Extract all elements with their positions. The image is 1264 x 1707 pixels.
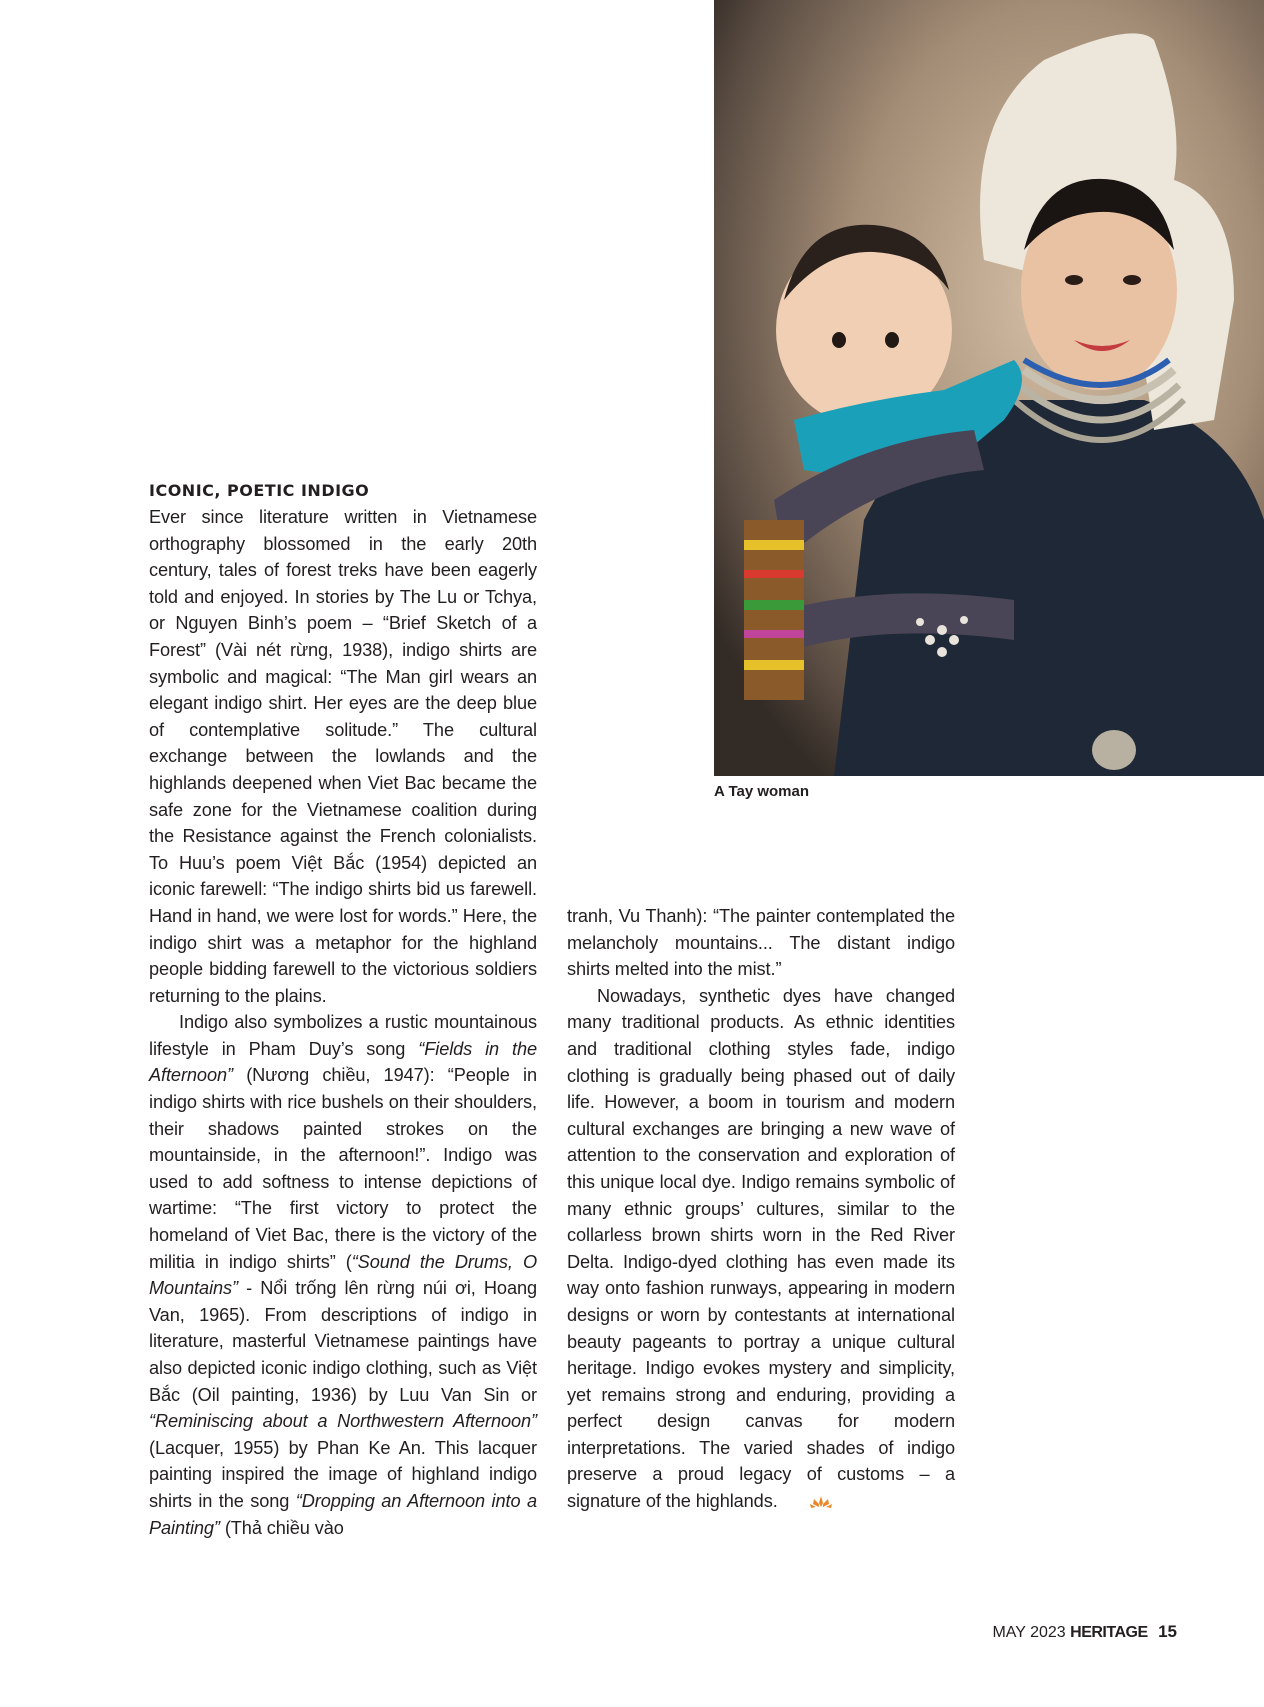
song-title-drums: “Sound the Drums, O Mountains”	[149, 1251, 537, 1299]
page-footer	[992, 1622, 1177, 1642]
song-title-fields: “Fields in the Afternoon”	[149, 1038, 537, 1086]
tay-woman-photo	[714, 0, 1264, 776]
paragraph-2-text-3: - Nổi trống lên rừng núi ơi, Hoang Van, 1965). From descriptions of indigo in literature, masterful Vietnamese paintings have also depicted iconic indigo clothing, such as Việt Bắc (Oil painting, 1936) by Luu Van Sin or	[149, 1278, 537, 1405]
song-title-dropping: “Dropping an Afternoon into a Painting”	[149, 1490, 537, 1538]
paragraph-1: Ever since literature written in Vietnamese orthography blossomed in the early 20th century, tales of forest treks have been eagerly told and enjoyed. In stories by The Lu or Tchya, or Nguyen Binh’s poem – “Brief Sketch of a Forest” (Vài nét rừng, 1938), indigo shirts are symbolic and magical: “The Man girl wears an elegant indigo shirt. Her eyes are the deep blue of contemplative solitude.” The cultural exchange between the lowlands and the highlands deepened when Viet Bac became the safe zone for the Vietnamese coalition during the Resistance against the French colonialists. To Huu’s poem Việt Bắc (1954) depicted an iconic farewell: “The indigo shirts bid us farewell. Hand in hand, we were lost for words.” Here, the indigo shirt was a metaphor for the highland people bidding farewell to the victorious soldiers returning to the plains.	[149, 507, 537, 1006]
paragraph-2-text-1: Indigo also symbolizes a rustic mountainous lifestyle in Pham Duy’s song	[149, 1012, 537, 1059]
photo-illustration	[714, 0, 1264, 776]
lotus-icon	[780, 1490, 832, 1517]
paragraph-3-text: Nowadays, synthetic dyes have changed many traditional products. As ethnic identities and traditional clothing styles fade, indigo clothing is gradually being phased out of daily life. However, a boom in tourism and modern cultural exchanges are bringing a new wave of attention to the conservation and exploration of this unique local dye. Indigo remains symbolic of many ethnic groups’ cultures, similar to the collarless brown shirts worn in the Red River Delta. Indigo-dyed clothing has even made its way onto fashion runways, appearing in modern designs or worn by contestants at international beauty pageants to portray a unique cultural heritage. Indigo evokes mystery and simplicity, yet remains strong and enduring, providing a perfect design canvas for modern interpretations. The varied shades of indigo preserve a proud legacy of customs – a signature of the highlands.	[567, 985, 955, 1512]
paragraph-2-text-5: (Thả chiều vào	[224, 1517, 344, 1538]
page-number: 15	[1158, 1622, 1177, 1641]
article-column-left	[149, 478, 537, 1541]
section-heading: ICONIC, POETIC INDIGO	[149, 481, 370, 500]
issue-date: MAY 2023	[992, 1624, 1066, 1641]
article-column-right	[567, 903, 955, 1517]
paragraph-2-continued: tranh, Vu Thanh): “The painter contemplated the melancholy mountains... The distant indigo shirts melted into the mist.”	[567, 906, 955, 980]
paragraph-3	[567, 983, 955, 1517]
painting-title-reminiscing: “Reminiscing about a Northwestern Afternoon”	[149, 1411, 537, 1432]
paragraph-2	[149, 1009, 537, 1541]
paragraph-2-text-4: (Lacquer, 1955) by Phan Ke An. This lacquer painting inspired the image of highland indigo shirts in the song	[149, 1437, 537, 1511]
paragraph-2-text-2: (Nương chiều, 1947): “People in indigo shirts with rice bushels on their shoulders, their shadows painted strokes on the mountainside, in the afternoon!”. Indigo was used to add softness to intense depictions of wartime: “The first victory to protect the homeland of Viet Bac, there is the victory of the militia in indigo shirts” (	[149, 1065, 537, 1272]
magazine-brand: HERITAGE	[1070, 1624, 1148, 1641]
photo-caption: A Tay woman	[714, 783, 810, 800]
